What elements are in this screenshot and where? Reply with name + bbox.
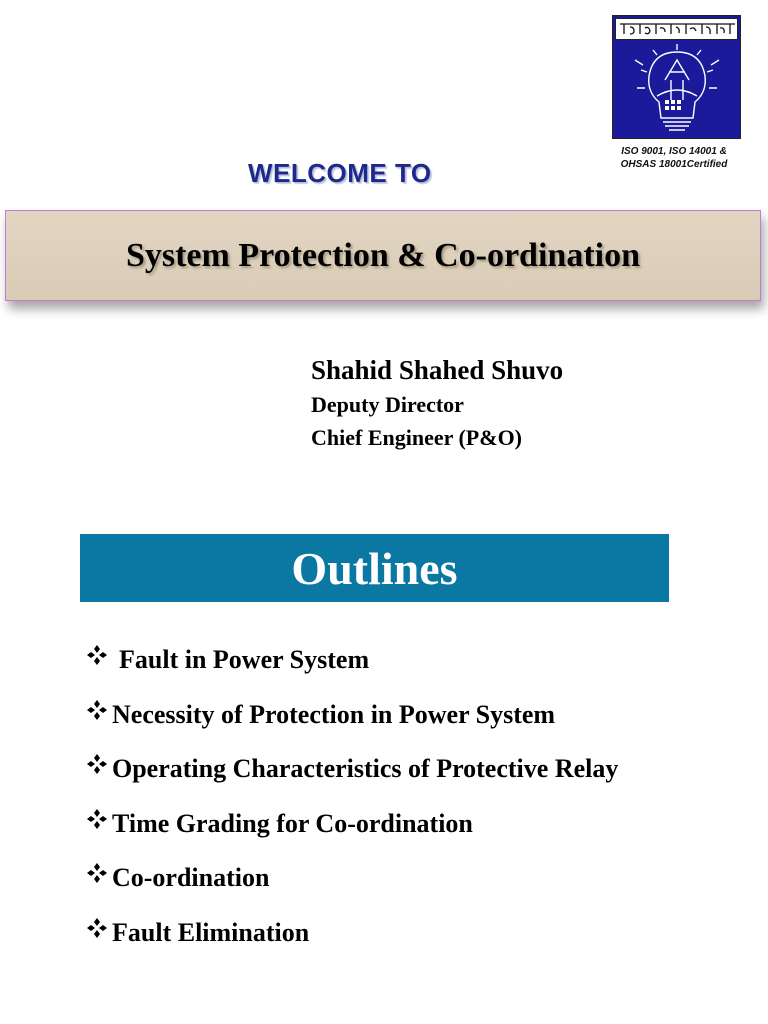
outline-item	[86, 642, 618, 697]
logo-banner	[615, 18, 738, 40]
outline-item	[86, 860, 618, 915]
outline-item	[86, 915, 618, 970]
four-diamond-bullet-icon	[86, 917, 110, 941]
outline-item-text: Operating Characteristics of Protective Relay	[112, 754, 619, 783]
welcome-heading: WELCOME TO	[248, 158, 432, 188]
organization-logo	[612, 15, 741, 139]
presentation-title: System Protection & Co-ordination	[125, 236, 641, 274]
outlines-heading: Outlines	[80, 534, 669, 602]
outline-item-text: Fault in Power System	[119, 645, 370, 674]
author-designation: Deputy Director	[311, 392, 464, 417]
outline-item-text: Necessity of Protection in Power System	[112, 699, 556, 729]
certification-line-2: OHSAS 18001Certified	[620, 159, 728, 170]
author-block	[311, 352, 563, 454]
outline-item	[86, 806, 618, 861]
outline-item	[86, 697, 618, 752]
certification-line-1: ISO 9001, ISO 14001 &	[621, 146, 727, 157]
four-diamond-bullet-icon	[86, 753, 110, 777]
outline-item-text: Fault Elimination	[112, 917, 310, 947]
title-banner	[5, 210, 761, 301]
four-diamond-bullet-icon	[86, 644, 110, 668]
outline-item	[86, 751, 618, 806]
four-diamond-bullet-icon	[86, 808, 110, 832]
outline-item-text: Time Grading for Co-ordination	[112, 808, 473, 838]
four-diamond-bullet-icon	[86, 862, 110, 886]
lightbulb-pylon-icon	[613, 40, 740, 138]
author-office: Chief Engineer (P&O)	[311, 425, 523, 450]
author-name: Shahid Shahed Shuvo	[311, 355, 564, 385]
outline-item-text: Co-ordination	[112, 863, 270, 892]
certification-note	[604, 145, 744, 171]
four-diamond-bullet-icon	[86, 699, 110, 723]
outline-list	[86, 642, 618, 969]
